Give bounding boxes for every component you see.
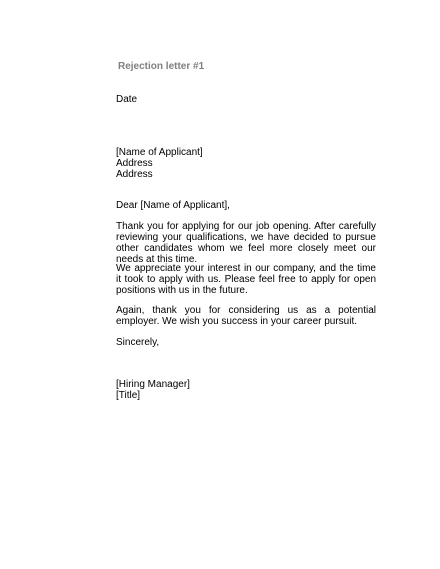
signature-title: [Title] bbox=[116, 390, 141, 401]
body-paragraph-3: Again, thank you for considering us as a potential employer. We wish you success in your career pursuit. bbox=[116, 305, 376, 327]
recipient-name: [Name of Applicant] bbox=[116, 147, 203, 158]
recipient-address-line-1: Address bbox=[116, 158, 153, 169]
date-line: Date bbox=[116, 94, 138, 105]
letter-heading: Rejection letter #1 bbox=[118, 61, 205, 72]
body-paragraph-2: We appreciate your interest in our company, and the time it took to apply with us. Please feel free to apply for open positions with us in the future. bbox=[116, 263, 376, 296]
salutation: Dear [Name of Applicant], bbox=[116, 200, 230, 211]
recipient-address-line-2: Address bbox=[116, 169, 153, 180]
closing: Sincerely, bbox=[116, 337, 160, 348]
signature-name: [Hiring Manager] bbox=[116, 379, 190, 390]
body-paragraph-1: Thank you for applying for our job opening. After carefully reviewing your qualifications, we have decided to pursue other candidates whom we feel more closely meet our needs at this time. bbox=[116, 221, 376, 265]
